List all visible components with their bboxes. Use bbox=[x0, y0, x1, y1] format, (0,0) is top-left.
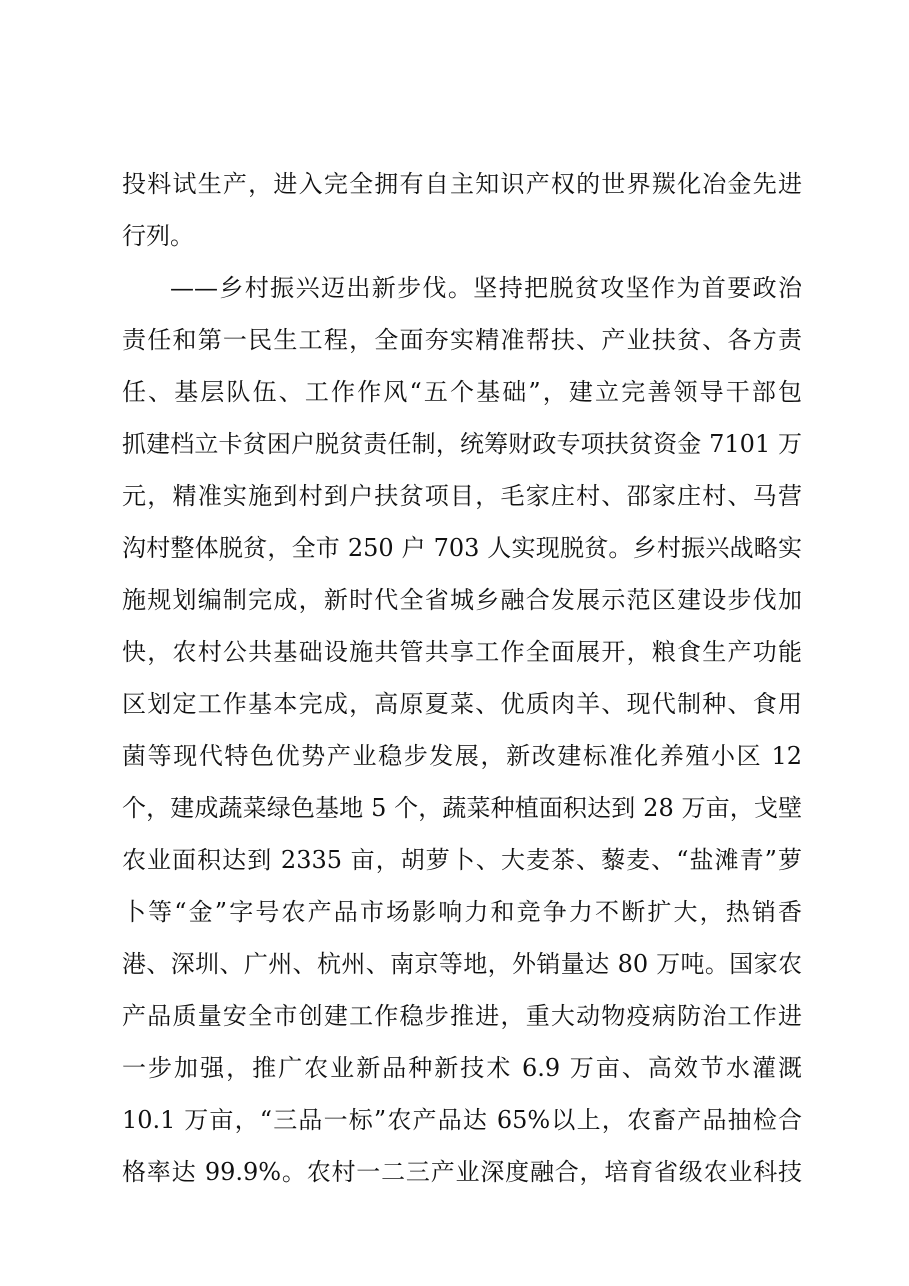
text-line: 区划定工作基本完成，高原夏菜、优质肉羊、现代制种、食用 bbox=[122, 690, 802, 718]
text-line: 格率达 99.9%。农村一二三产业深度融合，培育省级农业科技 bbox=[122, 1158, 802, 1186]
text-line: 产品质量安全市创建工作稳步推进，重大动物疫病防治工作进 bbox=[122, 1002, 802, 1030]
text-line: 投料试生产，进入完全拥有自主知识产权的世界羰化冶金先进 bbox=[122, 170, 802, 198]
text-line: 快，农村公共基础设施共管共享工作全面展开，粮食生产功能 bbox=[122, 638, 802, 666]
text-line: 菌等现代特色优势产业稳步发展，新改建标准化养殖小区 12 bbox=[122, 742, 802, 770]
text-line: 元，精准实施到村到户扶贫项目，毛家庄村、邵家庄村、马营 bbox=[122, 482, 802, 510]
text-line: 个，建成蔬菜绿色基地 5 个，蔬菜种植面积达到 28 万亩，戈壁 bbox=[122, 794, 802, 822]
text-line: 行列。 bbox=[122, 222, 194, 250]
text-line: 一步加强，推广农业新品种新技术 6.9 万亩、高效节水灌溉 bbox=[122, 1054, 802, 1082]
text-line: 港、深圳、广州、杭州、南京等地，外销量达 80 万吨。国家农 bbox=[122, 950, 802, 978]
text-line: 卜等“金”字号农产品市场影响力和竞争力不断扩大，热销香 bbox=[122, 898, 802, 926]
text-line: 农业面积达到 2335 亩，胡萝卜、大麦茶、藜麦、“盐滩青”萝 bbox=[122, 846, 802, 874]
text-line: 任、基层队伍、工作作风“五个基础”，建立完善领导干部包 bbox=[122, 378, 802, 406]
text-line: 施规划编制完成，新时代全省城乡融合发展示范区建设步伐加 bbox=[122, 586, 802, 614]
body-text bbox=[122, 158, 802, 1198]
text-line: 责任和第一民生工程，全面夯实精准帮扶、产业扶贫、各方责 bbox=[122, 326, 802, 354]
text-line: 抓建档立卡贫困户脱贫责任制，统筹财政专项扶贫资金 7101 万 bbox=[122, 430, 802, 458]
text-line: ——乡村振兴迈出新步伐。坚持把脱贫攻坚作为首要政治 bbox=[170, 274, 802, 302]
text-line: 沟村整体脱贫，全市 250 户 703 人实现脱贫。乡村振兴战略实 bbox=[122, 534, 802, 562]
text-line: 10.1 万亩，“三品一标”农产品达 65%以上，农畜产品抽检合 bbox=[122, 1106, 802, 1134]
